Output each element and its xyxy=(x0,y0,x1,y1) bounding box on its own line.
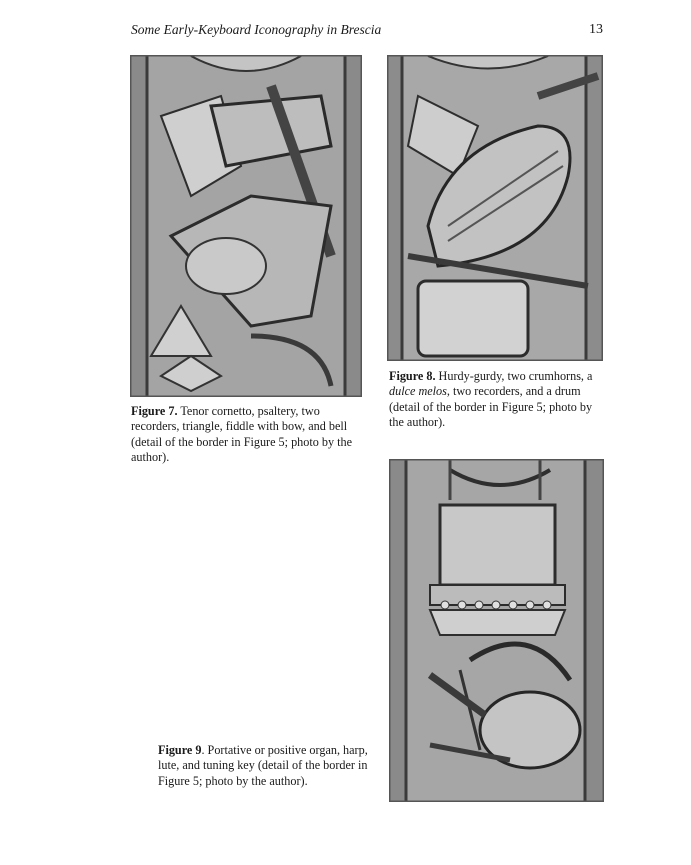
figure-9-caption xyxy=(158,743,380,789)
figure-7-caption xyxy=(131,404,359,466)
figure-8-caption-text-a: Hurdy-gurdy, two crumhorns, a xyxy=(435,369,593,383)
figure-8-photo xyxy=(387,55,603,361)
figure-8-label: Figure 8. xyxy=(389,369,436,383)
page-number: 13 xyxy=(589,22,603,37)
figure-9-caption-text: . Portative or positive organ, harp, lute, and tuning key (detail of the border in Figure 5; photo by the author). xyxy=(158,743,368,788)
figure-9-photo xyxy=(389,459,604,802)
figure-7-caption-text: Tenor cornetto, psaltery, two recorders, triangle, fiddle with bow, and bell (detail of the border in Figure 5; photo by the author). xyxy=(131,404,353,465)
figure-8-caption-text-b: , two recorders, and a drum (detail of the border in Figure 5; photo by the author). xyxy=(389,384,593,430)
figure-9-label: Figure 9 xyxy=(158,743,202,757)
figure-8-caption-italic: dulce melos xyxy=(389,384,447,399)
figure-8-caption xyxy=(389,369,604,431)
figure-7-label: Figure 7. xyxy=(131,404,178,418)
figure-7-photo xyxy=(130,55,362,397)
running-head xyxy=(131,22,603,42)
running-title: Some Early-Keyboard Iconography in Brescia xyxy=(131,22,382,37)
